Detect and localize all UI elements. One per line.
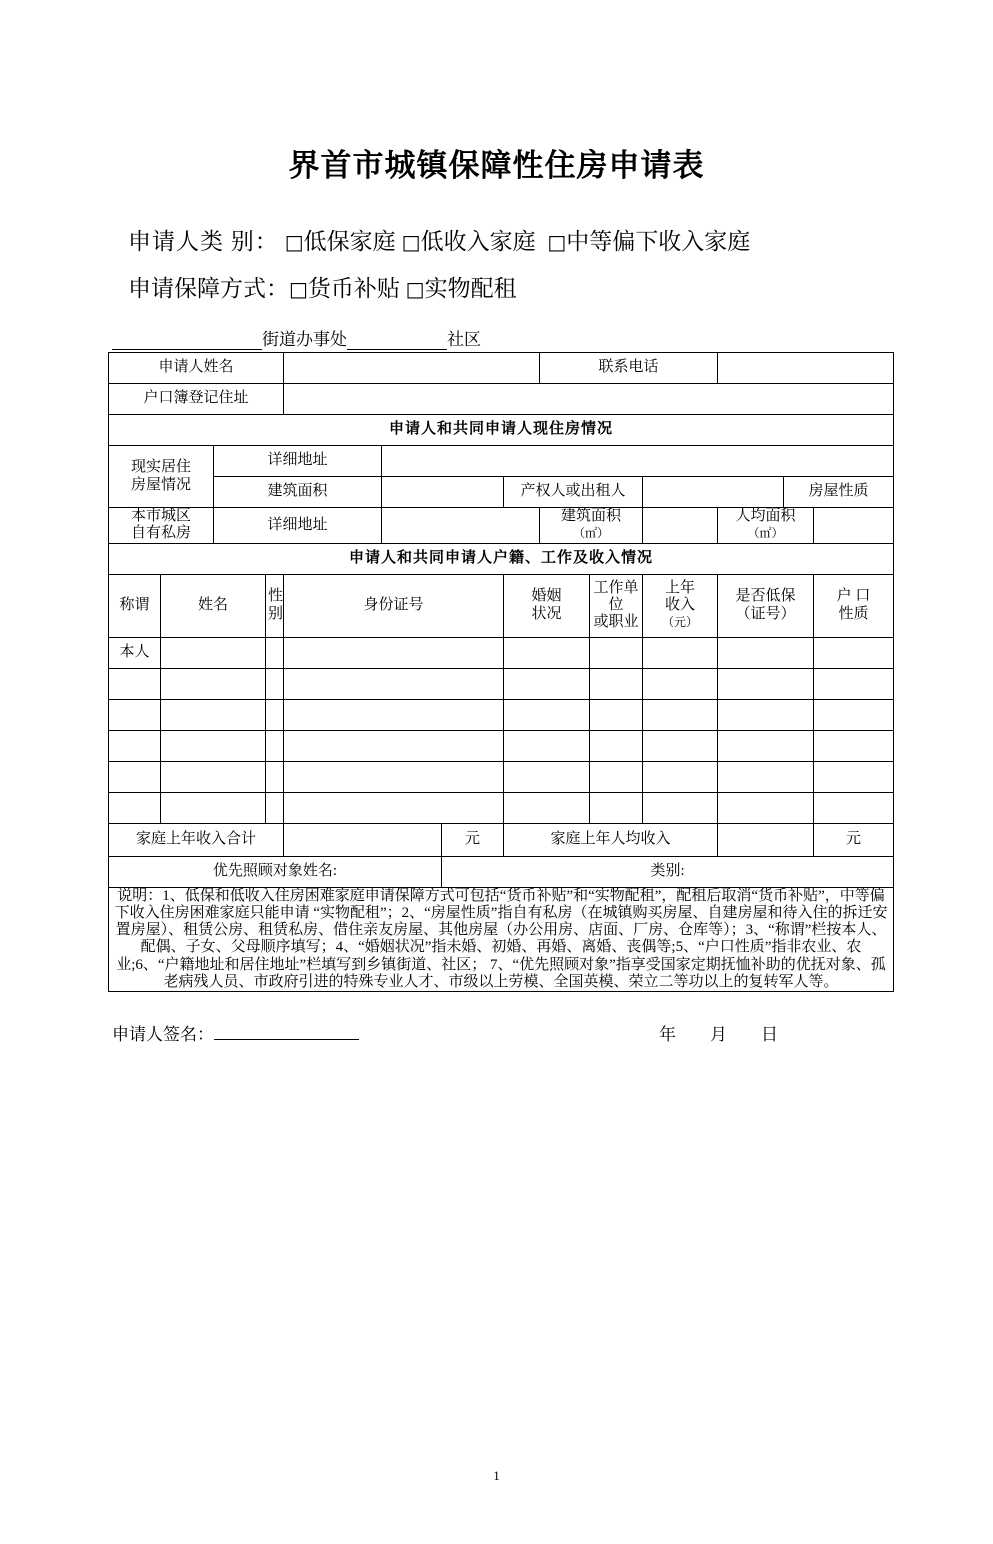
member-marriage[interactable]	[504, 637, 590, 668]
date-day-label: 日	[761, 1025, 812, 1044]
table-row-priority	[109, 856, 894, 887]
priority-name-label: 优先照顾对象姓名:	[109, 856, 442, 887]
own-house-area-label-text: 建筑面积	[561, 508, 622, 524]
member-dibao[interactable]	[718, 699, 814, 730]
applicant-type-option-1: 低收入家庭	[420, 229, 536, 254]
member-relation[interactable]	[109, 761, 161, 792]
member-id[interactable]	[284, 637, 504, 668]
member-id[interactable]	[284, 699, 504, 730]
own-house-percapita-unit: （㎡）	[747, 526, 784, 541]
current-house-detail-value[interactable]	[382, 446, 894, 477]
guarantee-mode-line	[128, 270, 893, 303]
member-marriage[interactable]	[504, 761, 590, 792]
member-gender[interactable]	[266, 637, 284, 668]
member-work[interactable]	[590, 668, 643, 699]
applicant-type-line	[128, 223, 893, 256]
table-row-applicant-name	[109, 353, 894, 384]
own-house-percapita-label-text: 人均面积	[735, 508, 796, 524]
hukou-address-label: 户口簿登记住址	[109, 384, 284, 415]
member-name[interactable]	[161, 699, 266, 730]
member-work[interactable]	[590, 699, 643, 730]
member-marriage[interactable]	[504, 792, 590, 823]
own-house-percapita-value[interactable]	[814, 508, 894, 544]
family-income-percapita-value[interactable]	[718, 823, 814, 856]
street-office-label: 街道办事处	[262, 330, 347, 349]
table-row-section-housing	[109, 415, 894, 446]
member-marriage[interactable]	[504, 699, 590, 730]
member-hukou[interactable]	[814, 699, 894, 730]
member-name[interactable]	[161, 761, 266, 792]
table-row-member	[109, 668, 894, 699]
community-label: 社区	[447, 330, 481, 349]
member-work[interactable]	[590, 792, 643, 823]
member-id[interactable]	[284, 730, 504, 761]
header-work-l2: 或职业	[593, 614, 639, 631]
member-hukou[interactable]	[814, 730, 894, 761]
current-house-owner-value[interactable]	[643, 477, 784, 508]
member-gender[interactable]	[266, 730, 284, 761]
own-house-area-label	[540, 508, 643, 544]
header-income-l3: （元）	[662, 615, 699, 630]
header-hukou-l2: 性质	[838, 605, 869, 622]
applicant-name-label: 申请人姓名	[109, 353, 284, 384]
member-id[interactable]	[284, 761, 504, 792]
table-row-current-house-detail	[109, 446, 894, 477]
priority-category-label: 类别:	[442, 856, 894, 887]
signature-row	[112, 1020, 893, 1045]
date-month-label: 月	[710, 1025, 761, 1044]
community-blank[interactable]	[347, 330, 447, 350]
member-gender[interactable]	[266, 792, 284, 823]
header-id-number: 身份证号	[284, 574, 504, 637]
own-house-group-label-l1: 本市城区	[130, 508, 191, 524]
current-house-nature-label: 房屋性质	[784, 477, 894, 508]
table-row-own-house	[109, 508, 894, 544]
member-dibao[interactable]	[718, 792, 814, 823]
family-income-percapita-unit: 元	[814, 823, 894, 856]
member-income[interactable]	[643, 668, 718, 699]
current-house-group-label	[109, 446, 214, 508]
table-row-member	[109, 637, 894, 668]
member-name[interactable]	[161, 668, 266, 699]
member-income[interactable]	[643, 730, 718, 761]
signature-blank[interactable]	[214, 1021, 359, 1040]
current-house-group-label-l1: 现实居住	[130, 459, 191, 476]
member-marriage[interactable]	[504, 668, 590, 699]
current-house-group-label-l2: 房屋情况	[130, 476, 191, 493]
table-row-member	[109, 792, 894, 823]
header-income-l1: 上年	[665, 579, 696, 596]
table-row-hukou-address	[109, 384, 894, 415]
own-house-percapita-label	[718, 508, 814, 544]
checkbox-money-subsidy[interactable]: □	[289, 277, 308, 301]
header-hukou-nature	[814, 574, 894, 637]
member-hukou[interactable]	[814, 668, 894, 699]
table-row-members-header	[109, 574, 894, 637]
member-dibao[interactable]	[718, 668, 814, 699]
page-title: 界首市城镇保障性住房申请表	[288, 148, 705, 183]
header-work	[590, 574, 643, 637]
form-note: 说明：1、低保和低收入住房困难家庭申请保障方式可包括“货币补贴”和“实物配租”，配租后取消“货币补贴”，中等偏下收入住房困难家庭只能申请 “实物配租”；2、“房屋性质”指自有私房（在城镇购买房屋、自建房屋和待入住的拆迁安置房屋）、租赁公房、租赁私房、借住亲友房屋、其他房屋（办公用房、店面、厂房、仓库等）；3、“称谓”栏按本人、配偶、子女、父母顺序填写；4、“婚姻状况”指未婚、初婚、再婚、离婚、丧偶等;5、“户口性质”指非农业、农业;6、“户籍地址和居住地址”栏填写到乡镇街道、社区； 7、“优先照顾对象”指享受国家定期抚恤补助的优抚对象、孤老病残人员、市政府引进的特殊专业人才、市级以上劳模、全国英模、荣立二等功以上的复转军人等。	[109, 887, 894, 992]
member-relation[interactable]	[109, 668, 161, 699]
header-gender: 性别	[266, 574, 284, 637]
member-name[interactable]	[161, 637, 266, 668]
header-marriage-l1: 婚姻	[531, 588, 562, 605]
header-dibao-l2: （证号）	[735, 605, 796, 622]
header-hukou-l1: 户 口	[836, 588, 871, 605]
section-members-title: 申请人和共同申请人户籍、工作及收入情况	[109, 543, 894, 574]
checkbox-dibao-family[interactable]: □	[284, 230, 304, 254]
checkbox-mid-low-income-family[interactable]: □	[547, 230, 567, 254]
table-row-section-members	[109, 543, 894, 574]
member-name[interactable]	[161, 792, 266, 823]
header-income-l2: 收入	[665, 596, 696, 613]
office-line	[112, 325, 893, 350]
member-income[interactable]	[643, 792, 718, 823]
member-dibao[interactable]	[718, 730, 814, 761]
member-gender[interactable]	[266, 761, 284, 792]
current-house-area-value[interactable]	[382, 477, 504, 508]
own-house-group-label-l2: 自有私房	[130, 525, 191, 542]
contact-phone-value[interactable]	[718, 353, 894, 384]
header-relation: 称谓	[109, 574, 161, 637]
own-house-area-unit: （㎡）	[573, 526, 610, 541]
document-page	[0, 140, 993, 1544]
member-hukou[interactable]	[814, 637, 894, 668]
header-work-l1: 工作单位	[593, 579, 639, 613]
member-work[interactable]	[590, 761, 643, 792]
application-form-table	[108, 352, 894, 992]
current-house-owner-label: 产权人或出租人	[504, 477, 643, 508]
applicant-type-option-0: 低保家庭	[303, 229, 396, 254]
member-hukou[interactable]	[814, 792, 894, 823]
table-row-note	[109, 887, 894, 992]
member-dibao[interactable]	[718, 637, 814, 668]
table-row-member	[109, 730, 894, 761]
family-income-total-label: 家庭上年收入合计	[109, 823, 284, 856]
member-hukou[interactable]	[814, 761, 894, 792]
member-relation[interactable]	[109, 699, 161, 730]
current-house-detail-label: 详细地址	[214, 446, 382, 477]
contact-phone-label: 联系电话	[540, 353, 718, 384]
table-row-member	[109, 761, 894, 792]
signature-label: 申请人签名：	[112, 1025, 214, 1044]
applicant-type-label: 申请人类 别：	[128, 229, 279, 254]
applicant-name-value[interactable]	[284, 353, 540, 384]
current-house-area-label: 建筑面积	[214, 477, 382, 508]
guarantee-mode-option-0: 货币补贴	[307, 276, 400, 301]
member-work[interactable]	[590, 637, 643, 668]
section-housing-title: 申请人和共同申请人现住房情况	[109, 415, 894, 446]
guarantee-mode-option-1: 实物配租	[424, 276, 517, 301]
member-work[interactable]	[590, 730, 643, 761]
family-income-percapita-label: 家庭上年人均收入	[504, 823, 718, 856]
member-income[interactable]	[643, 637, 718, 668]
street-office-blank[interactable]	[112, 330, 262, 350]
member-relation[interactable]	[109, 792, 161, 823]
member-dibao[interactable]	[718, 761, 814, 792]
applicant-type-option-2: 中等偏下收入家庭	[566, 229, 751, 254]
member-relation[interactable]: 本人	[109, 637, 161, 668]
table-row-current-house-area	[109, 477, 894, 508]
member-relation[interactable]	[109, 730, 161, 761]
guarantee-mode-label: 申请保障方式：	[128, 276, 289, 301]
hukou-address-value[interactable]	[284, 384, 894, 415]
own-house-detail-label: 详细地址	[214, 508, 382, 544]
header-income	[643, 574, 718, 637]
header-dibao	[718, 574, 814, 637]
table-row-member	[109, 699, 894, 730]
date-year-label: 年	[659, 1025, 710, 1044]
member-name[interactable]	[161, 730, 266, 761]
own-house-group-label	[109, 508, 214, 544]
own-house-area-value[interactable]	[643, 508, 718, 544]
checkbox-physical-rental[interactable]: □	[405, 277, 425, 301]
member-marriage[interactable]	[504, 730, 590, 761]
own-house-detail-value[interactable]	[382, 508, 540, 544]
family-income-total-unit: 元	[442, 823, 504, 856]
member-income[interactable]	[643, 761, 718, 792]
header-dibao-l1: 是否低保	[735, 588, 796, 605]
checkbox-low-income-family[interactable]: □	[401, 230, 421, 254]
member-id[interactable]	[284, 668, 504, 699]
member-gender[interactable]	[266, 699, 284, 730]
header-marriage	[504, 574, 590, 637]
header-name: 姓名	[161, 574, 266, 637]
header-marriage-l2: 状况	[531, 605, 562, 622]
table-row-income-summary	[109, 823, 894, 856]
member-gender[interactable]	[266, 668, 284, 699]
member-id[interactable]	[284, 792, 504, 823]
page-number: 1	[493, 1468, 500, 1483]
member-income[interactable]	[643, 699, 718, 730]
family-income-total-value[interactable]	[284, 823, 442, 856]
